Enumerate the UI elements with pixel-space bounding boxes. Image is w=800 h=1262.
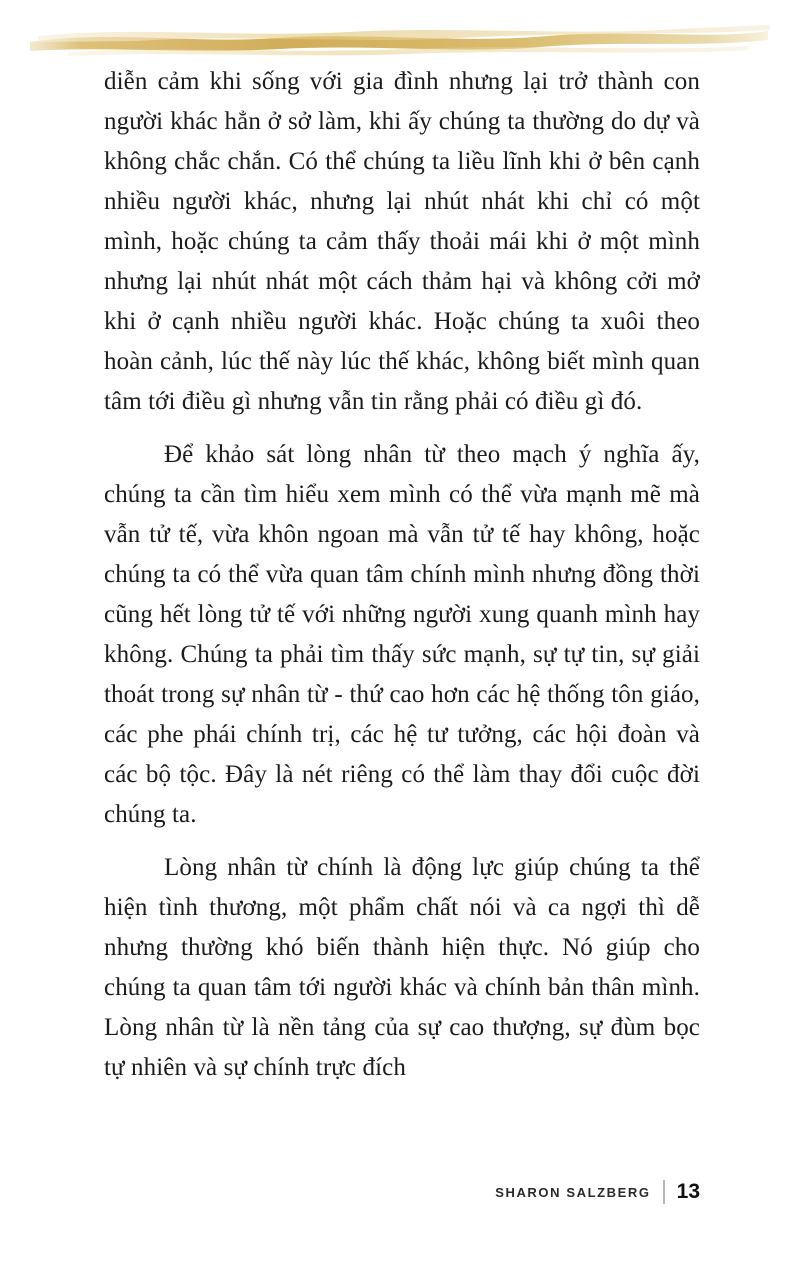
paragraph-3: Lòng nhân từ chính là động lực giúp chúng ta thể hiện tình thương, một phẩm chất nói và ca ngợi thì dễ nhưng thường khó biến thành hiện thực. Nó giúp cho chúng ta quan tâm tới người khác và chính bản thân mình. Lòng nhân từ là nền tảng của sự cao thượng, sự đùm bọc tự nhiên và sự chính trực đích — [104, 854, 700, 1081]
page-text — [104, 62, 700, 1101]
page-number: 13 — [676, 1180, 700, 1203]
author-name: SHARON SALZBERG — [495, 1184, 651, 1200]
decorative-gold-band — [28, 16, 772, 62]
page-footer — [495, 1180, 700, 1204]
footer-divider — [663, 1180, 665, 1204]
gold-brushstroke-graphic — [28, 16, 772, 62]
paragraph-2: Để khảo sát lòng nhân từ theo mạch ý nghĩa ấy, chúng ta cần tìm hiểu xem mình có thể vừa mạnh mẽ mà vẫn tử tế, vừa khôn ngoan mà vẫn tử tế hay không, hoặc chúng ta có thể vừa quan tâm chính mình nhưng đồng thời cũng hết lòng tử tế với những người xung quanh mình hay không. Chúng ta phải tìm thấy sức mạnh, sự tự tin, sự giải thoát trong sự nhân từ - thứ cao hơn các hệ thống tôn giáo, các phe phái chính trị, các hệ tư tưởng, các hội đoàn và các bộ tộc. Đây là nét riêng có thể làm thay đổi cuộc đời chúng ta. — [104, 441, 700, 828]
paragraph-1: diễn cảm khi sống với gia đình nhưng lại trở thành con người khác hẳn ở sở làm, khi ấy chúng ta thường do dự và không chắc chắn. Có thể chúng ta liều lĩnh khi ở bên cạnh nhiều người khác, nhưng lại nhút nhát khi chỉ có một mình, hoặc chúng ta cảm thấy thoải mái khi ở một mình nhưng lại nhút nhát một cách thảm hại và không cởi mở khi ở cạnh nhiều người khác. Hoặc chúng ta xuôi theo hoàn cảnh, lúc thế này lúc thế khác, không biết mình quan tâm tới điều gì nhưng vẫn tin rằng phải có điều gì đó. — [104, 68, 700, 415]
